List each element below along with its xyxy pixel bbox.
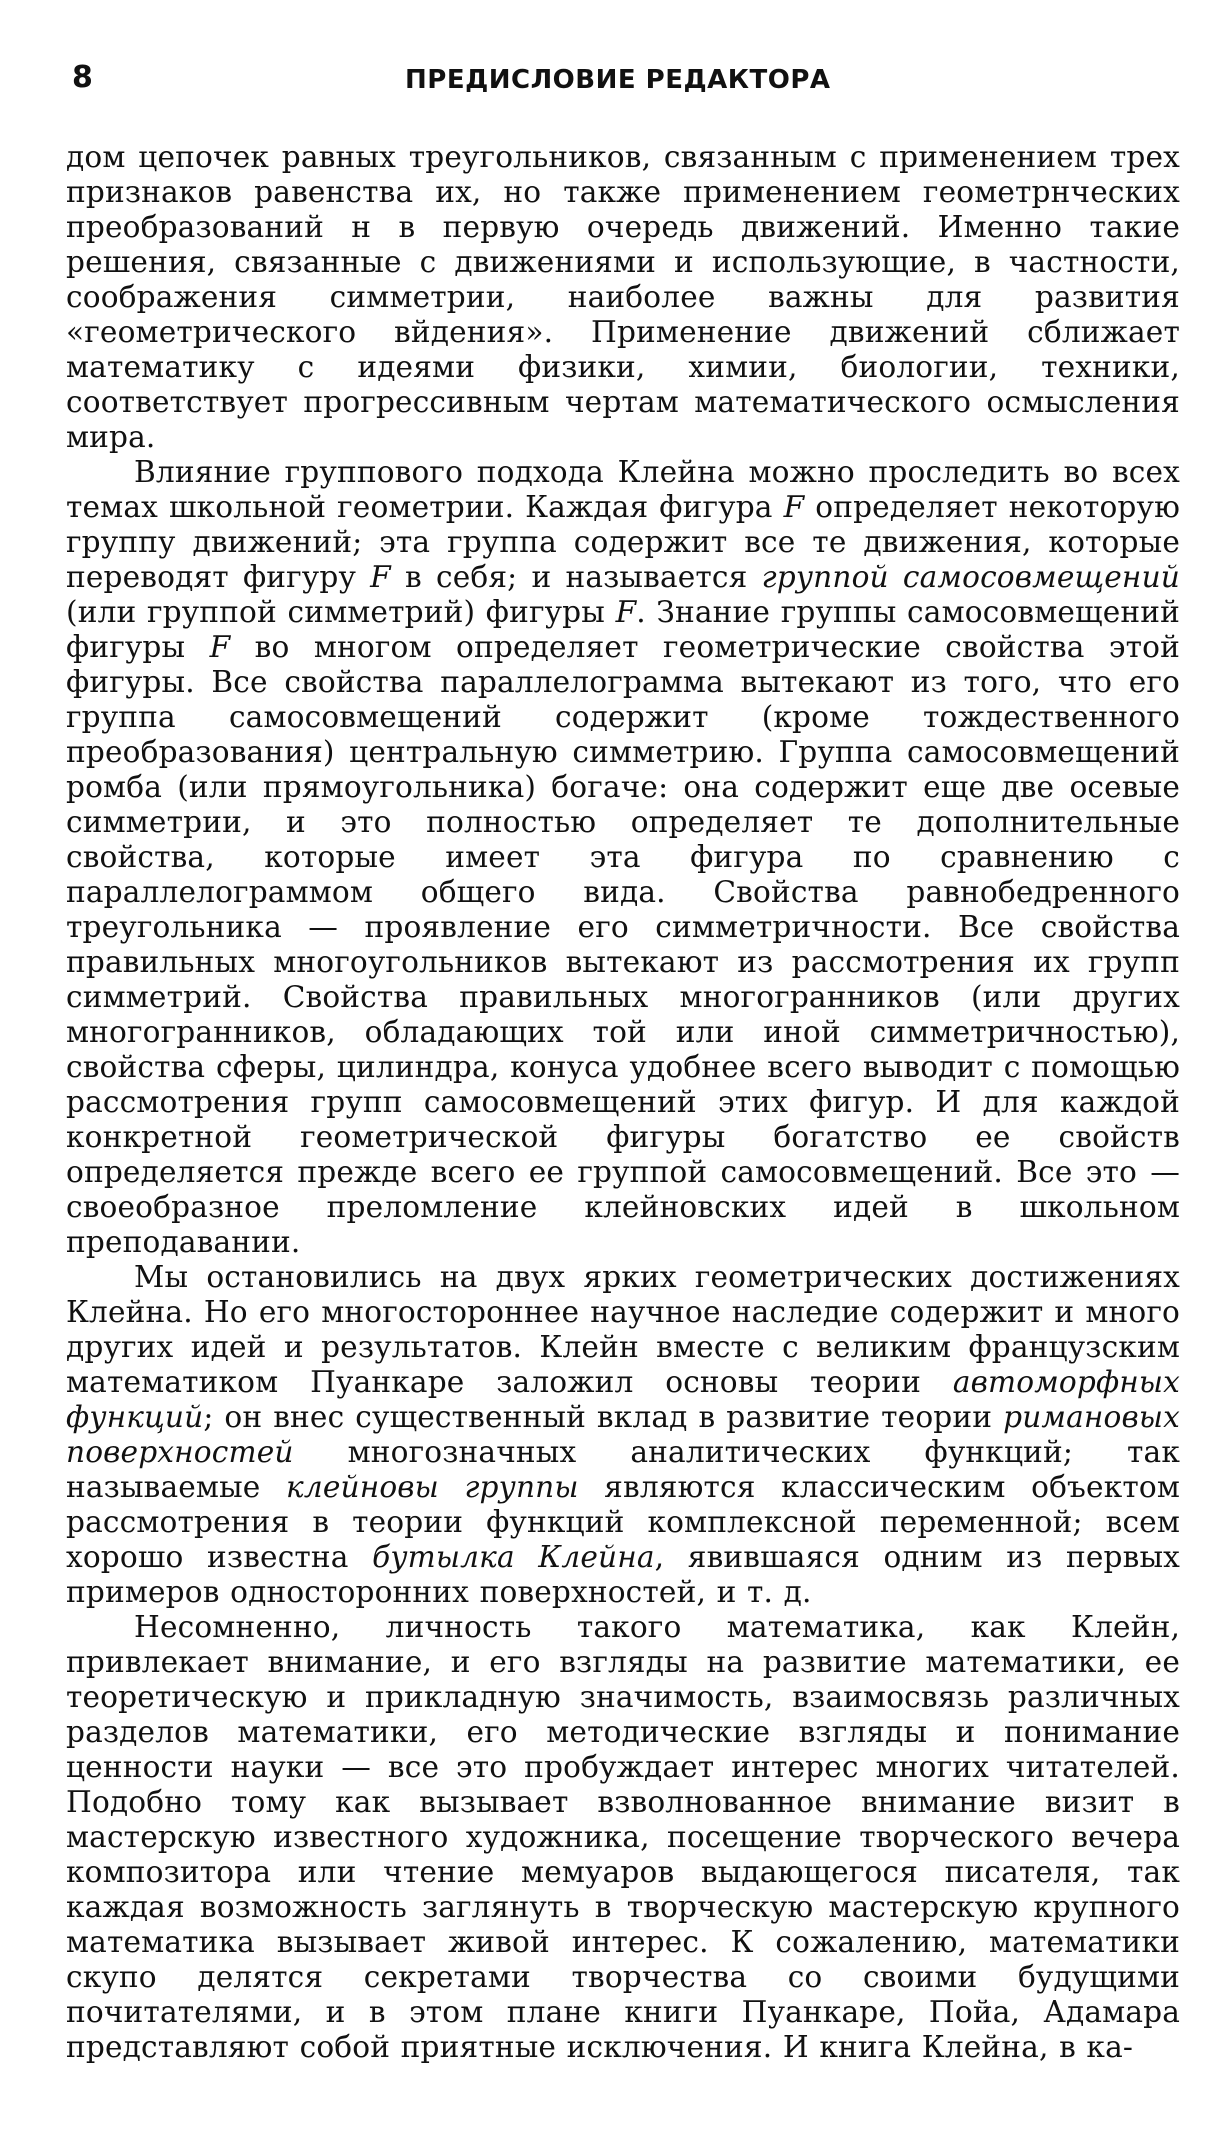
body-text — [66, 140, 1180, 2065]
text-run: в себя; и называется — [390, 560, 762, 594]
text-run: , явившаяся одним из первых примеров односторонних поверхностей, и т. д. — [66, 1540, 1180, 1609]
paragraph-1 — [66, 140, 1180, 455]
italic-term: бутылка Клейна — [372, 1540, 655, 1574]
italic-run: F — [615, 595, 637, 629]
italic-term: автоморфных функций — [66, 1365, 1180, 1434]
paragraph-2 — [66, 455, 1180, 1260]
text-run: ; он внес существенный вклад в развитие теории — [203, 1400, 1004, 1434]
paragraph-4 — [66, 1610, 1180, 2065]
text-run: . Знание группы самосовмещений фигуры — [66, 595, 1180, 664]
text-run: многозначных аналитических функций; так называемые — [66, 1435, 1180, 1504]
text-run: Несомненно, личность такого математика, как Клейн, привлекает внимание, и его взгляды на развитие математики, ее теоретическую и прикладную значимость, взаимосвязь различных разделов математики, его методические взгляды и понимание ценности науки — все это пробуждает интерес многих читателей. Подобно тому как вызывает взволнованное внимание визит в мастерскую известного художника, посещение творческого вечера композитора или чтение мемуаров выдающегося писателя, так каждая возможность заглянуть в творческую мастерскую крупного математика вызывает живой интерес. К сожалению, математики скупо делятся секретами творчества со своими будущими почитателями, и в этом плане книги Пуанкаре, Пойа, Адамара представляют собой приятные исключения. И книга Клейна, в ка- — [66, 1610, 1180, 2064]
italic-term: группой самосовмещений — [761, 560, 1180, 594]
page-header — [0, 58, 1231, 108]
text-run: во многом определяет геометрические свойства этой фигуры. Все свойства параллелограмма вытекают из того, что его группа самосовмещений содержит (кроме тождественного преобразования) центральную симметрию. Группа самосовмещений ромба (или прямоугольника) богаче: она содержит еще две осевые симметрии, и это полностью определяет те дополнительные свойства, которые имеет эта фигура по сравнению с параллелограммом общего вида. Свойства равнобедренного треугольника — проявление его симметричности. Все свойства правильных многоугольников вытекают из рассмотрения их групп симметрий. Свойства правильных многогранников (или других многогранников, обладающих той или иной симметричностью), свойства сферы, цилиндра, конуса удобнее всего выводит с помощью рассмотрения групп самосовмещений этих фигур. И для каждой конкретной геометрической фигуры богатство ее свойств определяется прежде всего ее группой самосовмещений. Все это — своеобразное преломление клейновских идей в школьном преподавании. — [66, 630, 1180, 1259]
running-title: ПРЕДИСЛОВИЕ РЕДАКТОРА — [405, 65, 831, 95]
text-run: Мы остановились на двух ярких геометрических достижениях Клейна. Но его многостороннее научное наследие содержит и много других идей и результатов. Клейн вместе с великим французским математиком Пуанкаре заложил основы теории — [66, 1260, 1180, 1399]
italic-run: F — [783, 490, 805, 524]
paragraph-3 — [66, 1260, 1180, 1610]
text-run: (или группой симметрий) фигуры — [66, 595, 616, 629]
italic-run: F — [209, 630, 231, 664]
text-run: дом цепочек равных треугольников, связанным с применением трех признаков равенства их, но также применением геометрнческих преобразований н в первую очередь движений. Именно такие решения, связанные с движениями и использующие, в частности, соображения симметрии, наиболее важны для развития «геометрического вйдения». Применение движений сближает математику с идеями физики, химии, биологии, техники, соответствует прогрессивным чертам математического осмысления мира. — [66, 140, 1180, 454]
italic-term: клейновы группы — [286, 1470, 579, 1504]
text-run: Влияние группового подхода Клейна можно проследить во всех темах школьной геометрии. Каждая фигура — [66, 455, 1180, 524]
text-run: являются классическим объектом рассмотрения в теории функций комплексной переменной; всем хорошо известна — [66, 1470, 1181, 1574]
italic-term: римановых поверхностей — [66, 1400, 1180, 1469]
page-number: 8 — [72, 60, 93, 95]
italic-run: F — [370, 560, 391, 594]
text-run: определяет некоторую группу движений; эта группа содержит все те движения, которые переводят фигуру — [66, 490, 1180, 594]
